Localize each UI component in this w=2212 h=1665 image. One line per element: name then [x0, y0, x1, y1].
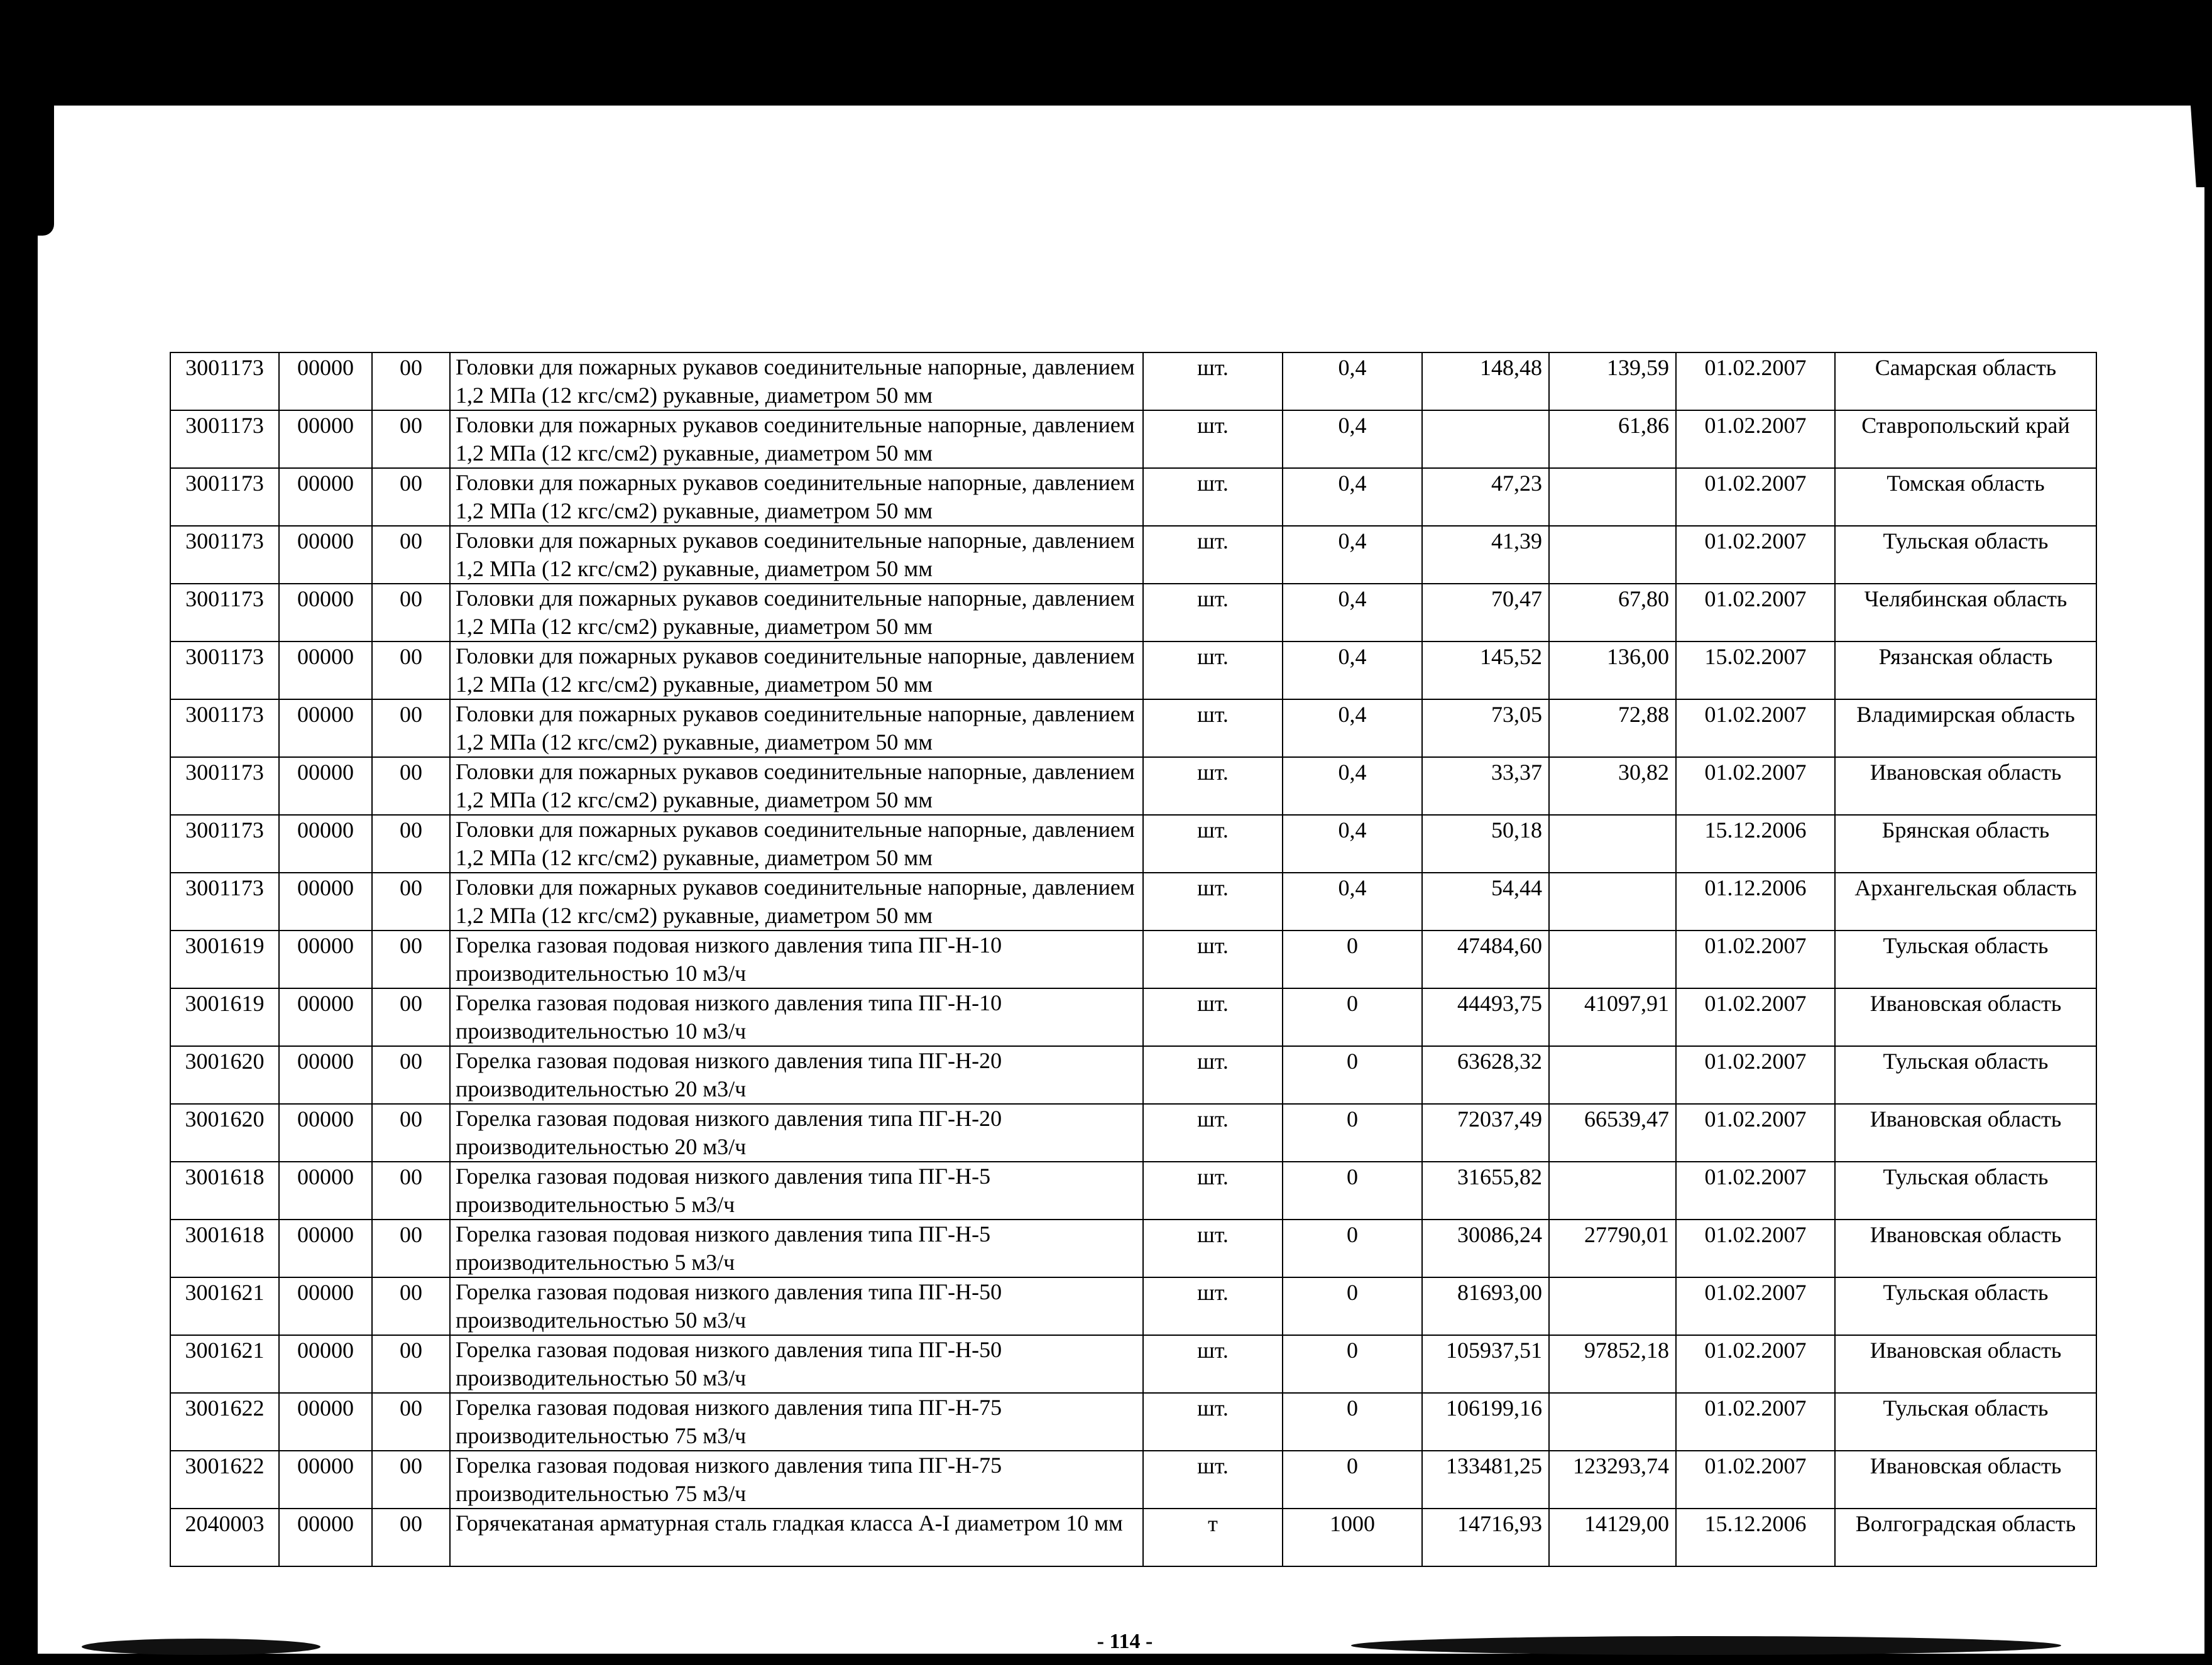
date-cell: 01.02.2007 [1676, 1335, 1835, 1393]
region-cell: Архангельская область [1835, 873, 2096, 931]
rate-cell: 0 [1283, 1220, 1422, 1277]
suffix-code-cell: 00 [372, 1335, 450, 1393]
sub-code-cell: 00000 [279, 1277, 372, 1335]
unit-cell: шт. [1143, 1220, 1283, 1277]
price-cell: 63628,32 [1422, 1046, 1549, 1104]
resource-code-cell: 3001618 [170, 1162, 279, 1220]
price-alt-cell: 61,86 [1549, 410, 1676, 468]
region-cell: Самарская область [1835, 352, 2096, 410]
price-cell: 81693,00 [1422, 1277, 1549, 1335]
rate-cell: 0,4 [1283, 641, 1422, 699]
rate-cell: 0 [1283, 1335, 1422, 1393]
item-name-cell: Головки для пожарных рукавов соединительные напорные, давлением 1,2 МПа (12 кгс/см2) рукавные, диаметром 50 мм [450, 873, 1143, 931]
suffix-code-cell: 00 [372, 931, 450, 988]
unit-cell: шт. [1143, 873, 1283, 931]
scan-smear-right [1351, 1636, 2061, 1655]
date-cell: 01.02.2007 [1676, 1451, 1835, 1509]
scan-border-left [0, 101, 38, 1665]
suffix-code-cell: 00 [372, 1162, 450, 1220]
table-row [170, 873, 2096, 931]
sub-code-cell: 00000 [279, 699, 372, 757]
scan-border-top [0, 0, 2212, 106]
region-cell: Ивановская область [1835, 1335, 2096, 1393]
table-row [170, 1509, 2096, 1566]
region-cell: Тульская область [1835, 1393, 2096, 1451]
region-cell: Ивановская область [1835, 1220, 2096, 1277]
unit-cell: шт. [1143, 815, 1283, 873]
suffix-code-cell: 00 [372, 699, 450, 757]
price-cell: 72037,49 [1422, 1104, 1549, 1162]
unit-cell: шт. [1143, 1104, 1283, 1162]
table-row [170, 641, 2096, 699]
item-name-cell: Головки для пожарных рукавов соединительные напорные, давлением 1,2 МПа (12 кгс/см2) рукавные, диаметром 50 мм [450, 815, 1143, 873]
rate-cell: 0 [1283, 931, 1422, 988]
date-cell: 01.02.2007 [1676, 757, 1835, 815]
resource-code-cell: 3001620 [170, 1104, 279, 1162]
table-row [170, 410, 2096, 468]
price-cell: 133481,25 [1422, 1451, 1549, 1509]
table-row [170, 1104, 2096, 1162]
scan-border-left-edge [38, 104, 54, 236]
table-row [170, 1335, 2096, 1393]
resource-code-cell: 3001621 [170, 1277, 279, 1335]
table-row [170, 584, 2096, 641]
sub-code-cell: 00000 [279, 815, 372, 873]
resource-code-cell: 3001173 [170, 526, 279, 584]
unit-cell: шт. [1143, 584, 1283, 641]
item-name-cell: Головки для пожарных рукавов соединительные напорные, давлением 1,2 МПа (12 кгс/см2) рукавные, диаметром 50 мм [450, 584, 1143, 641]
region-cell: Ивановская область [1835, 757, 2096, 815]
suffix-code-cell: 00 [372, 988, 450, 1046]
resource-code-cell: 3001618 [170, 1220, 279, 1277]
price-alt-cell [1549, 1393, 1676, 1451]
table-row [170, 931, 2096, 988]
price-alt-cell: 97852,18 [1549, 1335, 1676, 1393]
region-cell: Тульская область [1835, 526, 2096, 584]
date-cell: 01.12.2006 [1676, 873, 1835, 931]
item-name-cell: Горелка газовая подовая низкого давления типа ПГ-Н-75 производительностью 75 м3/ч [450, 1451, 1143, 1509]
rate-cell: 0 [1283, 1451, 1422, 1509]
item-name-cell: Горелка газовая подовая низкого давления типа ПГ-Н-5 производительностью 5 м3/ч [450, 1162, 1143, 1220]
price-table [170, 352, 2097, 1567]
rate-cell: 0 [1283, 1393, 1422, 1451]
table-row [170, 526, 2096, 584]
suffix-code-cell: 00 [372, 815, 450, 873]
date-cell: 01.02.2007 [1676, 352, 1835, 410]
price-alt-cell: 123293,74 [1549, 1451, 1676, 1509]
resource-code-cell: 3001622 [170, 1451, 279, 1509]
price-cell: 47484,60 [1422, 931, 1549, 988]
rate-cell: 0,4 [1283, 526, 1422, 584]
price-alt-cell [1549, 1162, 1676, 1220]
unit-cell: шт. [1143, 1335, 1283, 1393]
suffix-code-cell: 00 [372, 468, 450, 526]
unit-cell: шт. [1143, 410, 1283, 468]
region-cell: Челябинская область [1835, 584, 2096, 641]
suffix-code-cell: 00 [372, 1104, 450, 1162]
price-alt-cell [1549, 873, 1676, 931]
region-cell: Тульская область [1835, 931, 2096, 988]
suffix-code-cell: 00 [372, 410, 450, 468]
item-name-cell: Горелка газовая подовая низкого давления типа ПГ-Н-50 производительностью 50 м3/ч [450, 1335, 1143, 1393]
price-alt-cell [1549, 1277, 1676, 1335]
price-cell: 41,39 [1422, 526, 1549, 584]
rate-cell: 0,4 [1283, 873, 1422, 931]
price-cell: 105937,51 [1422, 1335, 1549, 1393]
price-cell: 106199,16 [1422, 1393, 1549, 1451]
price-alt-cell [1549, 468, 1676, 526]
unit-cell: шт. [1143, 1046, 1283, 1104]
price-cell: 70,47 [1422, 584, 1549, 641]
region-cell: Волгоградская область [1835, 1509, 2096, 1566]
rate-cell: 1000 [1283, 1509, 1422, 1566]
suffix-code-cell: 00 [372, 757, 450, 815]
price-alt-cell: 66539,47 [1549, 1104, 1676, 1162]
suffix-code-cell: 00 [372, 1393, 450, 1451]
unit-cell: шт. [1143, 1277, 1283, 1335]
resource-code-cell: 3001173 [170, 873, 279, 931]
table-row [170, 699, 2096, 757]
sub-code-cell: 00000 [279, 410, 372, 468]
rate-cell: 0 [1283, 1104, 1422, 1162]
sub-code-cell: 00000 [279, 1451, 372, 1509]
date-cell: 01.02.2007 [1676, 1162, 1835, 1220]
sub-code-cell: 00000 [279, 757, 372, 815]
region-cell: Ивановская область [1835, 988, 2096, 1046]
price-alt-cell: 30,82 [1549, 757, 1676, 815]
unit-cell: т [1143, 1509, 1283, 1566]
rate-cell: 0,4 [1283, 410, 1422, 468]
region-cell: Томская область [1835, 468, 2096, 526]
rate-cell: 0 [1283, 1277, 1422, 1335]
sub-code-cell: 00000 [279, 468, 372, 526]
item-name-cell: Головки для пожарных рукавов соединительные напорные, давлением 1,2 МПа (12 кгс/см2) рукавные, диаметром 50 мм [450, 468, 1143, 526]
table-row [170, 468, 2096, 526]
table-row [170, 352, 2096, 410]
sub-code-cell: 00000 [279, 1162, 372, 1220]
price-alt-cell: 67,80 [1549, 584, 1676, 641]
item-name-cell: Головки для пожарных рукавов соединительные напорные, давлением 1,2 МПа (12 кгс/см2) рукавные, диаметром 50 мм [450, 641, 1143, 699]
suffix-code-cell: 00 [372, 641, 450, 699]
date-cell: 01.02.2007 [1676, 1277, 1835, 1335]
resource-code-cell: 3001622 [170, 1393, 279, 1451]
price-alt-cell: 136,00 [1549, 641, 1676, 699]
item-name-cell: Головки для пожарных рукавов соединительные напорные, давлением 1,2 МПа (12 кгс/см2) рукавные, диаметром 50 мм [450, 699, 1143, 757]
unit-cell: шт. [1143, 988, 1283, 1046]
price-cell: 148,48 [1422, 352, 1549, 410]
date-cell: 01.02.2007 [1676, 410, 1835, 468]
suffix-code-cell: 00 [372, 873, 450, 931]
suffix-code-cell: 00 [372, 526, 450, 584]
table-row [170, 815, 2096, 873]
rate-cell: 0,4 [1283, 699, 1422, 757]
item-name-cell: Горелка газовая подовая низкого давления типа ПГ-Н-75 производительностью 75 м3/ч [450, 1393, 1143, 1451]
price-cell: 54,44 [1422, 873, 1549, 931]
sub-code-cell: 00000 [279, 584, 372, 641]
price-alt-cell: 41097,91 [1549, 988, 1676, 1046]
rate-cell: 0,4 [1283, 468, 1422, 526]
resource-code-cell: 3001173 [170, 815, 279, 873]
date-cell: 01.02.2007 [1676, 468, 1835, 526]
region-cell: Тульская область [1835, 1277, 2096, 1335]
sub-code-cell: 00000 [279, 1335, 372, 1393]
resource-code-cell: 3001621 [170, 1335, 279, 1393]
table-row [170, 1162, 2096, 1220]
price-cell: 30086,24 [1422, 1220, 1549, 1277]
price-alt-cell [1549, 1046, 1676, 1104]
suffix-code-cell: 00 [372, 1277, 450, 1335]
item-name-cell: Горячекатаная арматурная сталь гладкая класса А-I диаметром 10 мм [450, 1509, 1143, 1566]
resource-code-cell: 3001620 [170, 1046, 279, 1104]
price-alt-cell: 27790,01 [1549, 1220, 1676, 1277]
rate-cell: 0,4 [1283, 352, 1422, 410]
suffix-code-cell: 00 [372, 1046, 450, 1104]
rate-cell: 0,4 [1283, 757, 1422, 815]
item-name-cell: Горелка газовая подовая низкого давления типа ПГ-Н-10 производительностью 10 м3/ч [450, 988, 1143, 1046]
table-body [170, 352, 2096, 1566]
table-row [170, 757, 2096, 815]
resource-code-cell: 3001619 [170, 931, 279, 988]
sub-code-cell: 00000 [279, 1046, 372, 1104]
scan-border-bottom [0, 1654, 2212, 1665]
item-name-cell: Горелка газовая подовая низкого давления типа ПГ-Н-10 производительностью 10 м3/ч [450, 931, 1143, 988]
date-cell: 01.02.2007 [1676, 1104, 1835, 1162]
rate-cell: 0 [1283, 988, 1422, 1046]
sub-code-cell: 00000 [279, 641, 372, 699]
item-name-cell: Горелка газовая подовая низкого давления типа ПГ-Н-5 производительностью 5 м3/ч [450, 1220, 1143, 1277]
price-alt-cell [1549, 526, 1676, 584]
unit-cell: шт. [1143, 931, 1283, 988]
unit-cell: шт. [1143, 526, 1283, 584]
price-alt-cell: 139,59 [1549, 352, 1676, 410]
sub-code-cell: 00000 [279, 526, 372, 584]
price-cell: 73,05 [1422, 699, 1549, 757]
price-cell: 50,18 [1422, 815, 1549, 873]
price-alt-cell: 14129,00 [1549, 1509, 1676, 1566]
resource-code-cell: 3001173 [170, 699, 279, 757]
date-cell: 01.02.2007 [1676, 584, 1835, 641]
resource-code-cell: 3001173 [170, 584, 279, 641]
price-alt-cell: 72,88 [1549, 699, 1676, 757]
suffix-code-cell: 00 [372, 352, 450, 410]
rate-cell: 0 [1283, 1046, 1422, 1104]
region-cell: Ставропольский край [1835, 410, 2096, 468]
sub-code-cell: 00000 [279, 873, 372, 931]
date-cell: 01.02.2007 [1676, 1220, 1835, 1277]
rate-cell: 0,4 [1283, 584, 1422, 641]
sub-code-cell: 00000 [279, 931, 372, 988]
unit-cell: шт. [1143, 1451, 1283, 1509]
table-row [170, 1451, 2096, 1509]
date-cell: 01.02.2007 [1676, 931, 1835, 988]
scan-border-right [2204, 106, 2212, 1665]
region-cell: Владимирская область [1835, 699, 2096, 757]
date-cell: 15.12.2006 [1676, 815, 1835, 873]
suffix-code-cell: 00 [372, 1509, 450, 1566]
resource-code-cell: 3001173 [170, 468, 279, 526]
price-cell: 31655,82 [1422, 1162, 1549, 1220]
table-row [170, 1220, 2096, 1277]
resource-code-cell: 3001173 [170, 757, 279, 815]
table-row [170, 1393, 2096, 1451]
price-cell: 14716,93 [1422, 1509, 1549, 1566]
scan-border-right-edge [2191, 106, 2204, 187]
price-cell: 44493,75 [1422, 988, 1549, 1046]
suffix-code-cell: 00 [372, 1451, 450, 1509]
price-cell: 33,37 [1422, 757, 1549, 815]
unit-cell: шт. [1143, 1393, 1283, 1451]
date-cell: 01.02.2007 [1676, 526, 1835, 584]
region-cell: Рязанская область [1835, 641, 2096, 699]
region-cell: Тульская область [1835, 1162, 2096, 1220]
item-name-cell: Головки для пожарных рукавов соединительные напорные, давлением 1,2 МПа (12 кгс/см2) рукавные, диаметром 50 мм [450, 410, 1143, 468]
sub-code-cell: 00000 [279, 988, 372, 1046]
item-name-cell: Головки для пожарных рукавов соединительные напорные, давлением 1,2 МПа (12 кгс/см2) рукавные, диаметром 50 мм [450, 526, 1143, 584]
suffix-code-cell: 00 [372, 584, 450, 641]
table-row [170, 988, 2096, 1046]
date-cell: 01.02.2007 [1676, 1046, 1835, 1104]
resource-code-cell: 3001173 [170, 641, 279, 699]
page-number: - 114 - [1068, 1630, 1181, 1653]
region-cell: Тульская область [1835, 1046, 2096, 1104]
price-cell [1422, 410, 1549, 468]
region-cell: Ивановская область [1835, 1451, 2096, 1509]
item-name-cell: Горелка газовая подовая низкого давления типа ПГ-Н-50 производительностью 50 м3/ч [450, 1277, 1143, 1335]
price-cell: 145,52 [1422, 641, 1549, 699]
table-row [170, 1277, 2096, 1335]
price-alt-cell [1549, 815, 1676, 873]
unit-cell: шт. [1143, 1162, 1283, 1220]
rate-cell: 0 [1283, 1162, 1422, 1220]
resource-code-cell: 3001173 [170, 410, 279, 468]
sub-code-cell: 00000 [279, 1393, 372, 1451]
rate-cell: 0,4 [1283, 815, 1422, 873]
price-alt-cell [1549, 931, 1676, 988]
item-name-cell: Головки для пожарных рукавов соединительные напорные, давлением 1,2 МПа (12 кгс/см2) рукавные, диаметром 50 мм [450, 352, 1143, 410]
table-row [170, 1046, 2096, 1104]
unit-cell: шт. [1143, 641, 1283, 699]
region-cell: Брянская область [1835, 815, 2096, 873]
item-name-cell: Головки для пожарных рукавов соединительные напорные, давлением 1,2 МПа (12 кгс/см2) рукавные, диаметром 50 мм [450, 757, 1143, 815]
resource-code-cell: 3001173 [170, 352, 279, 410]
item-name-cell: Горелка газовая подовая низкого давления типа ПГ-Н-20 производительностью 20 м3/ч [450, 1046, 1143, 1104]
unit-cell: шт. [1143, 699, 1283, 757]
unit-cell: шт. [1143, 352, 1283, 410]
unit-cell: шт. [1143, 468, 1283, 526]
date-cell: 01.02.2007 [1676, 1393, 1835, 1451]
sub-code-cell: 00000 [279, 352, 372, 410]
region-cell: Ивановская область [1835, 1104, 2096, 1162]
sub-code-cell: 00000 [279, 1220, 372, 1277]
resource-code-cell: 3001619 [170, 988, 279, 1046]
date-cell: 01.02.2007 [1676, 988, 1835, 1046]
date-cell: 01.02.2007 [1676, 699, 1835, 757]
unit-cell: шт. [1143, 757, 1283, 815]
date-cell: 15.02.2007 [1676, 641, 1835, 699]
resource-code-cell: 2040003 [170, 1509, 279, 1566]
sub-code-cell: 00000 [279, 1509, 372, 1566]
price-cell: 47,23 [1422, 468, 1549, 526]
date-cell: 15.12.2006 [1676, 1509, 1835, 1566]
scan-smear-left [82, 1639, 320, 1655]
item-name-cell: Горелка газовая подовая низкого давления типа ПГ-Н-20 производительностью 20 м3/ч [450, 1104, 1143, 1162]
sub-code-cell: 00000 [279, 1104, 372, 1162]
suffix-code-cell: 00 [372, 1220, 450, 1277]
